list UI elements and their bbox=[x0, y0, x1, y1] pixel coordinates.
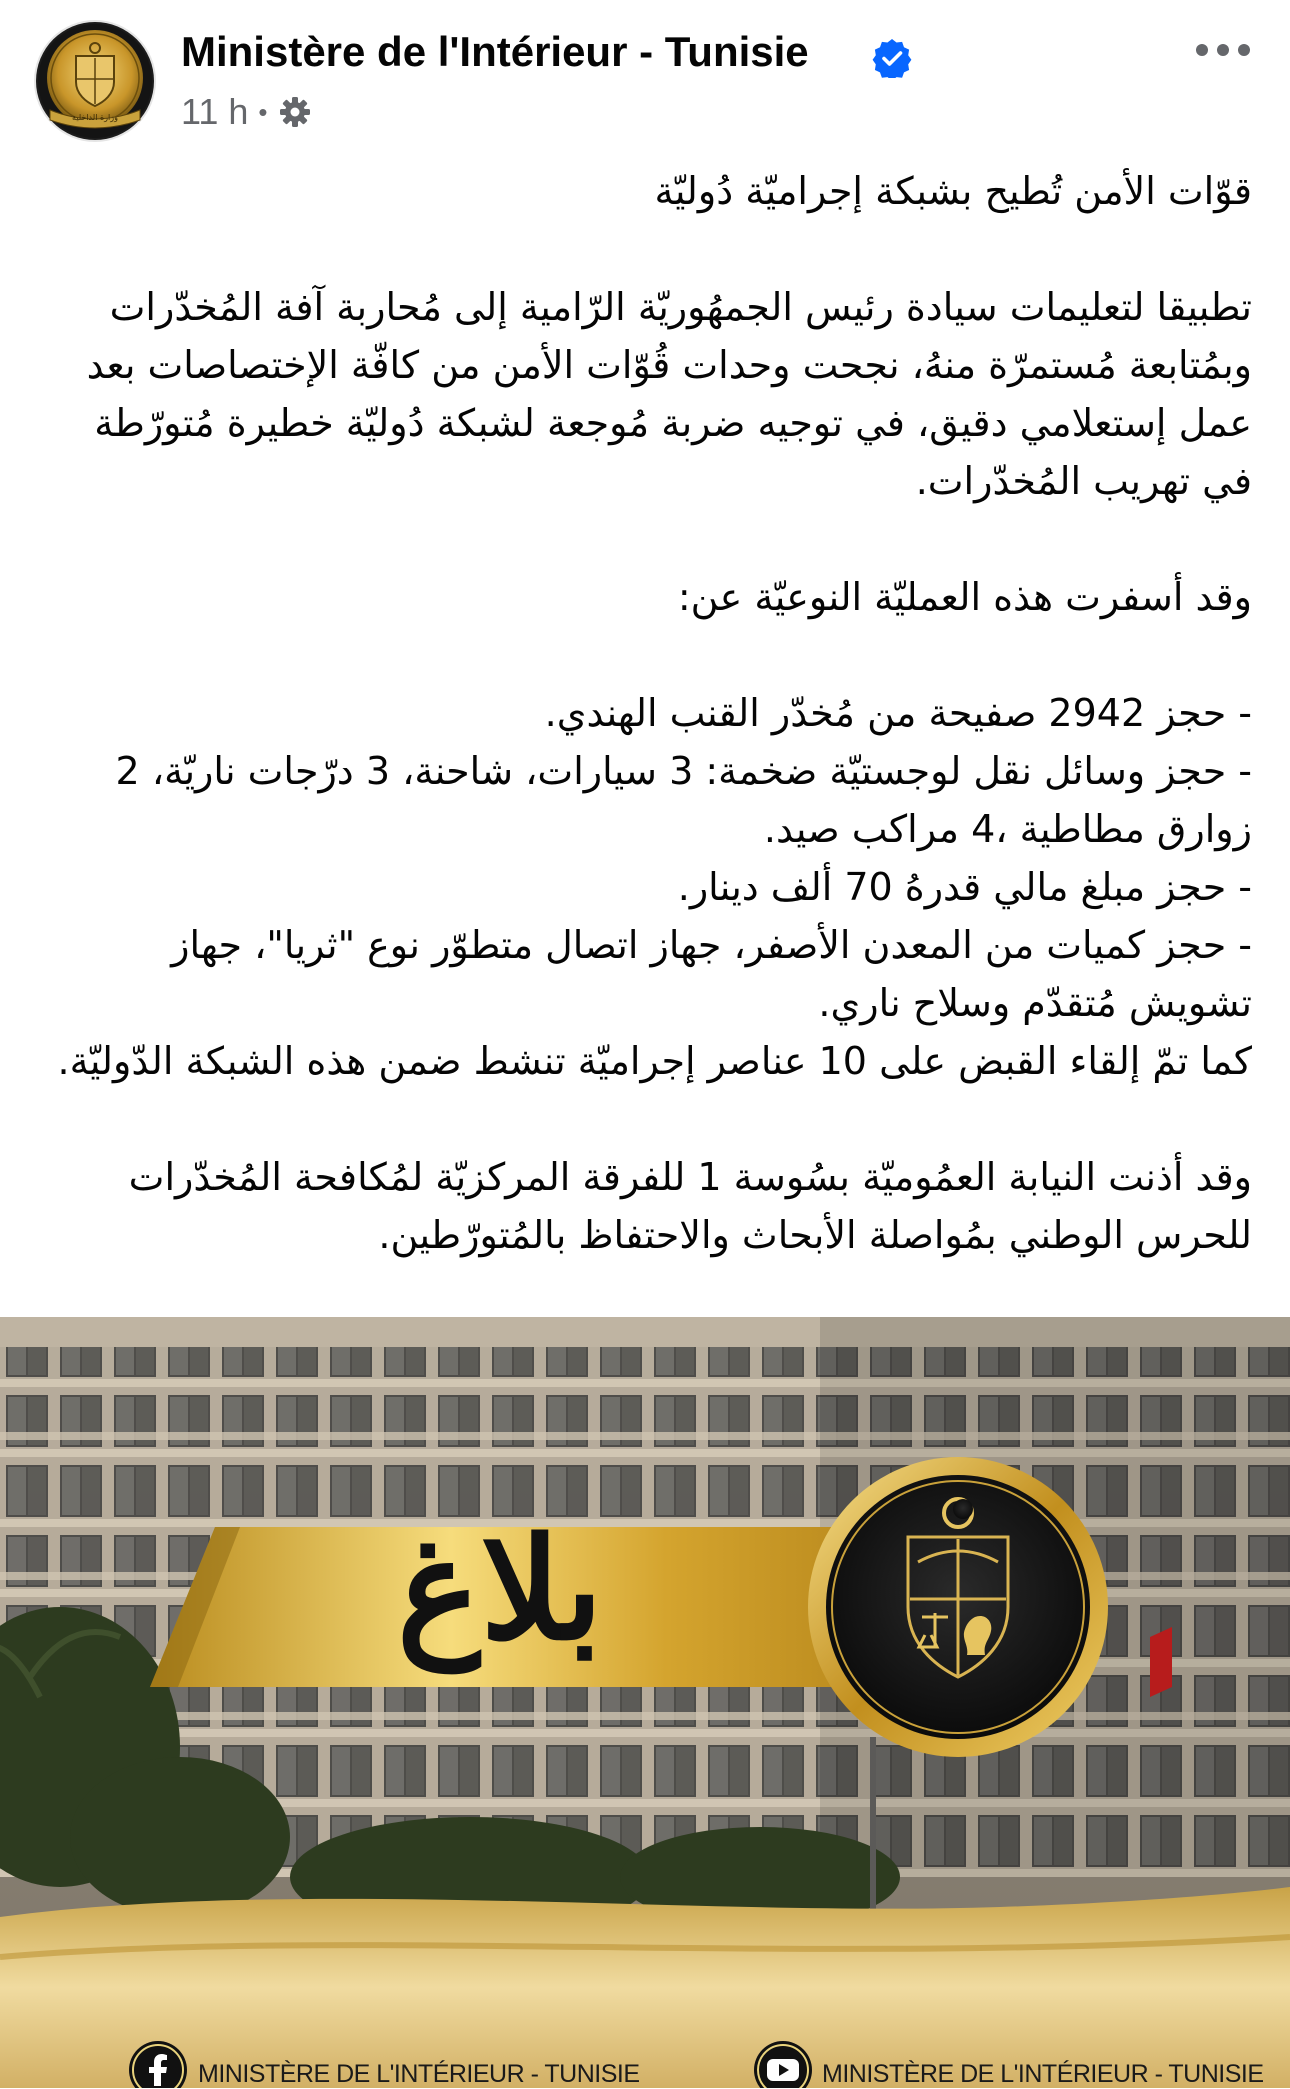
verified-badge-icon bbox=[872, 38, 912, 78]
post-headline: قوّات الأمن تُطيح بشبكة إجراميّة دُوليّة bbox=[654, 169, 1252, 213]
announcement-banner-text: بلاغ bbox=[396, 1508, 604, 1672]
post-image[interactable] bbox=[0, 1317, 1290, 2088]
post-paragraph: كما تمّ إلقاء القبض على 10 عناصر إجراميّة تنشط ضمن هذه الشبكة الدّوليّة. bbox=[57, 1039, 1252, 1083]
post-list-item: - حجز مبلغ مالي قدرهُ 70 ألف دينار. bbox=[677, 865, 1252, 909]
post-paragraph: وقد أسفرت هذه العمليّة النوعيّة عن: bbox=[677, 575, 1252, 619]
post-meta bbox=[181, 90, 312, 134]
post-timestamp[interactable]: 11 h bbox=[181, 91, 249, 132]
gear-icon[interactable] bbox=[278, 95, 312, 129]
post-body bbox=[40, 162, 1252, 1264]
ministry-emblem-icon bbox=[36, 22, 154, 140]
avatar-caption: وزارة الداخلية bbox=[72, 113, 118, 122]
youtube-footer-label: MINISTÈRE DE L'INTÉRIEUR - TUNISIE bbox=[822, 2060, 1264, 2088]
post-paragraph: وقد أذنت النيابة العمُوميّة بسُوسة 1 للفرقة المركزيّة لمُكافحة المُخدّرات للحرس الوطني بمُواصلة الأبحاث والاحتفاظ بالمُتورّطين. bbox=[128, 1155, 1252, 1257]
page-avatar[interactable] bbox=[36, 22, 154, 140]
post-header bbox=[0, 0, 1290, 150]
facebook-footer-label: MINISTÈRE DE L'INTÉRIEUR - TUNISIE bbox=[198, 2060, 640, 2088]
post-list-item: - حجز كميات من المعدن الأصفر، جهاز اتصال متطوّر نوع "ثريا"، جهاز تشويش مُتقدّم وسلاح ناري. bbox=[171, 923, 1252, 1025]
more-options-icon[interactable] bbox=[1196, 38, 1250, 62]
page-name-link[interactable]: Ministère de l'Intérieur - Tunisie bbox=[181, 28, 809, 75]
announcement-graphic bbox=[0, 1317, 1290, 2088]
youtube-icon bbox=[752, 2039, 814, 2088]
meta-separator: • bbox=[258, 96, 268, 127]
post-list-item: - حجز وسائل نقل لوجستيّة ضخمة: 3 سيارات، شاحنة، 3 درّجات ناريّة، 2 زوارق مطاطية ،4 مراكب صيد. bbox=[115, 749, 1252, 851]
post-list-item: - حجز 2942 صفيحة من مُخدّر القنب الهندي. bbox=[544, 691, 1252, 735]
facebook-icon bbox=[127, 2039, 189, 2088]
post-paragraph: تطبيقا لتعليمات سيادة رئيس الجمهُوريّة الرّامية إلى مُحاربة آفة المُخدّرات وبمُتابعة مُستمرّة منهُ، نجحت وحدات قُوّات الأمن من كافّة الإختصاصات بعد عمل إستعلامي دقيق، في توجيه ضربة مُوجعة لشبكة دُوليّة خطيرة مُتورّطة في تهريب المُخدّرات. bbox=[86, 285, 1252, 503]
